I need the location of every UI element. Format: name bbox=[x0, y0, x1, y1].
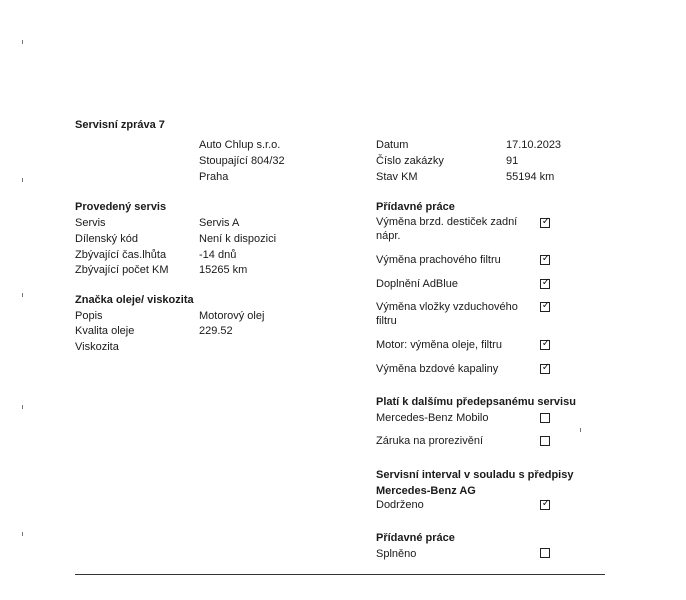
scan-speck bbox=[22, 40, 23, 44]
work-item-label: Výměna prachového filtru bbox=[376, 254, 501, 266]
viscosity-label: Viskozita bbox=[75, 341, 119, 353]
report-title: Servisní zpráva 7 bbox=[75, 119, 165, 131]
mileage-value: 55194 km bbox=[506, 171, 555, 183]
bottom-divider bbox=[75, 574, 605, 575]
workshop-code-value: Není k dispozici bbox=[199, 233, 277, 245]
work-item-checkbox[interactable] bbox=[540, 218, 550, 228]
check-icon: ✓ bbox=[541, 362, 551, 373]
work-item-checkbox[interactable] bbox=[540, 364, 550, 374]
service-heading: Provedený servis bbox=[75, 201, 167, 213]
company-street: Stoupající 804/32 bbox=[199, 155, 285, 167]
oil-quality-label: Kvalita oleje bbox=[75, 325, 135, 337]
company-name: Auto Chlup s.r.o. bbox=[199, 139, 281, 151]
order-number-value: 91 bbox=[506, 155, 519, 167]
additional-work-2-item-checkbox[interactable] bbox=[540, 548, 550, 558]
check-icon: ✓ bbox=[541, 300, 551, 311]
oil-description-label: Popis bbox=[75, 310, 103, 322]
applies-item-checkbox[interactable] bbox=[540, 413, 550, 423]
remaining-time-label: Zbývající čas.lhůta bbox=[75, 249, 167, 261]
date-label: Datum bbox=[376, 139, 409, 151]
check-icon: ✓ bbox=[541, 216, 551, 227]
scan-speck bbox=[580, 428, 581, 432]
applies-heading: Platí k dalšímu předepsanému servisu bbox=[376, 396, 576, 408]
check-icon: ✓ bbox=[541, 498, 551, 509]
scan-speck bbox=[22, 293, 23, 297]
interval-item-label: Dodrženo bbox=[376, 499, 424, 511]
additional-work-2-item-label: Splněno bbox=[376, 548, 417, 560]
service-type-label: Servis bbox=[75, 217, 106, 229]
work-item-label: Motor: výměna oleje, filtru bbox=[376, 339, 502, 351]
remaining-km-label: Zbývající počet KM bbox=[75, 264, 169, 276]
mileage-label: Stav KM bbox=[376, 171, 418, 183]
work-item-checkbox[interactable] bbox=[540, 279, 550, 289]
date-value: 17.10.2023 bbox=[506, 139, 562, 151]
order-number-label: Číslo zakázky bbox=[376, 155, 444, 167]
work-item-checkbox[interactable] bbox=[540, 302, 550, 312]
check-icon: ✓ bbox=[541, 338, 551, 349]
work-item-label: Výměna bzdové kapaliny bbox=[376, 363, 499, 375]
work-item-label: Výměna brzd. destiček zadní nápr. bbox=[376, 216, 518, 242]
workshop-code-label: Dílenský kód bbox=[75, 233, 138, 245]
additional-work-heading: Přídavné práce bbox=[376, 201, 455, 213]
check-icon bbox=[541, 546, 551, 556]
scan-speck bbox=[22, 405, 23, 409]
work-item-checkbox[interactable] bbox=[540, 255, 550, 265]
oil-heading: Značka oleje/ viskozita bbox=[75, 294, 194, 306]
interval-item-checkbox[interactable] bbox=[540, 500, 550, 510]
scan-speck bbox=[22, 532, 23, 536]
service-type-value: Servis A bbox=[199, 217, 240, 229]
check-icon bbox=[541, 411, 551, 421]
applies-item-label: Mercedes-Benz Mobilo bbox=[376, 412, 489, 424]
oil-description-value: Motorový olej bbox=[199, 310, 265, 322]
additional-work-2-heading: Přídavné práce bbox=[376, 532, 455, 544]
scan-speck bbox=[22, 178, 23, 182]
interval-heading: Servisní interval v souladu s předpisy Mercedes-Benz AG bbox=[376, 469, 574, 497]
check-icon: ✓ bbox=[541, 253, 551, 264]
company-city: Praha bbox=[199, 171, 229, 183]
check-icon bbox=[541, 434, 551, 444]
work-item-label: Doplnění AdBlue bbox=[376, 278, 458, 290]
check-icon: ✓ bbox=[541, 277, 551, 288]
oil-quality-value: 229.52 bbox=[199, 325, 233, 337]
remaining-km-value: 15265 km bbox=[199, 264, 248, 276]
remaining-time-value: -14 dnů bbox=[199, 249, 237, 261]
applies-item-label: Záruka na prorezivění bbox=[376, 435, 483, 447]
work-item-label: Výměna vložky vzduchového filtru bbox=[376, 301, 518, 327]
work-item-checkbox[interactable] bbox=[540, 340, 550, 350]
applies-item-checkbox[interactable] bbox=[540, 436, 550, 446]
